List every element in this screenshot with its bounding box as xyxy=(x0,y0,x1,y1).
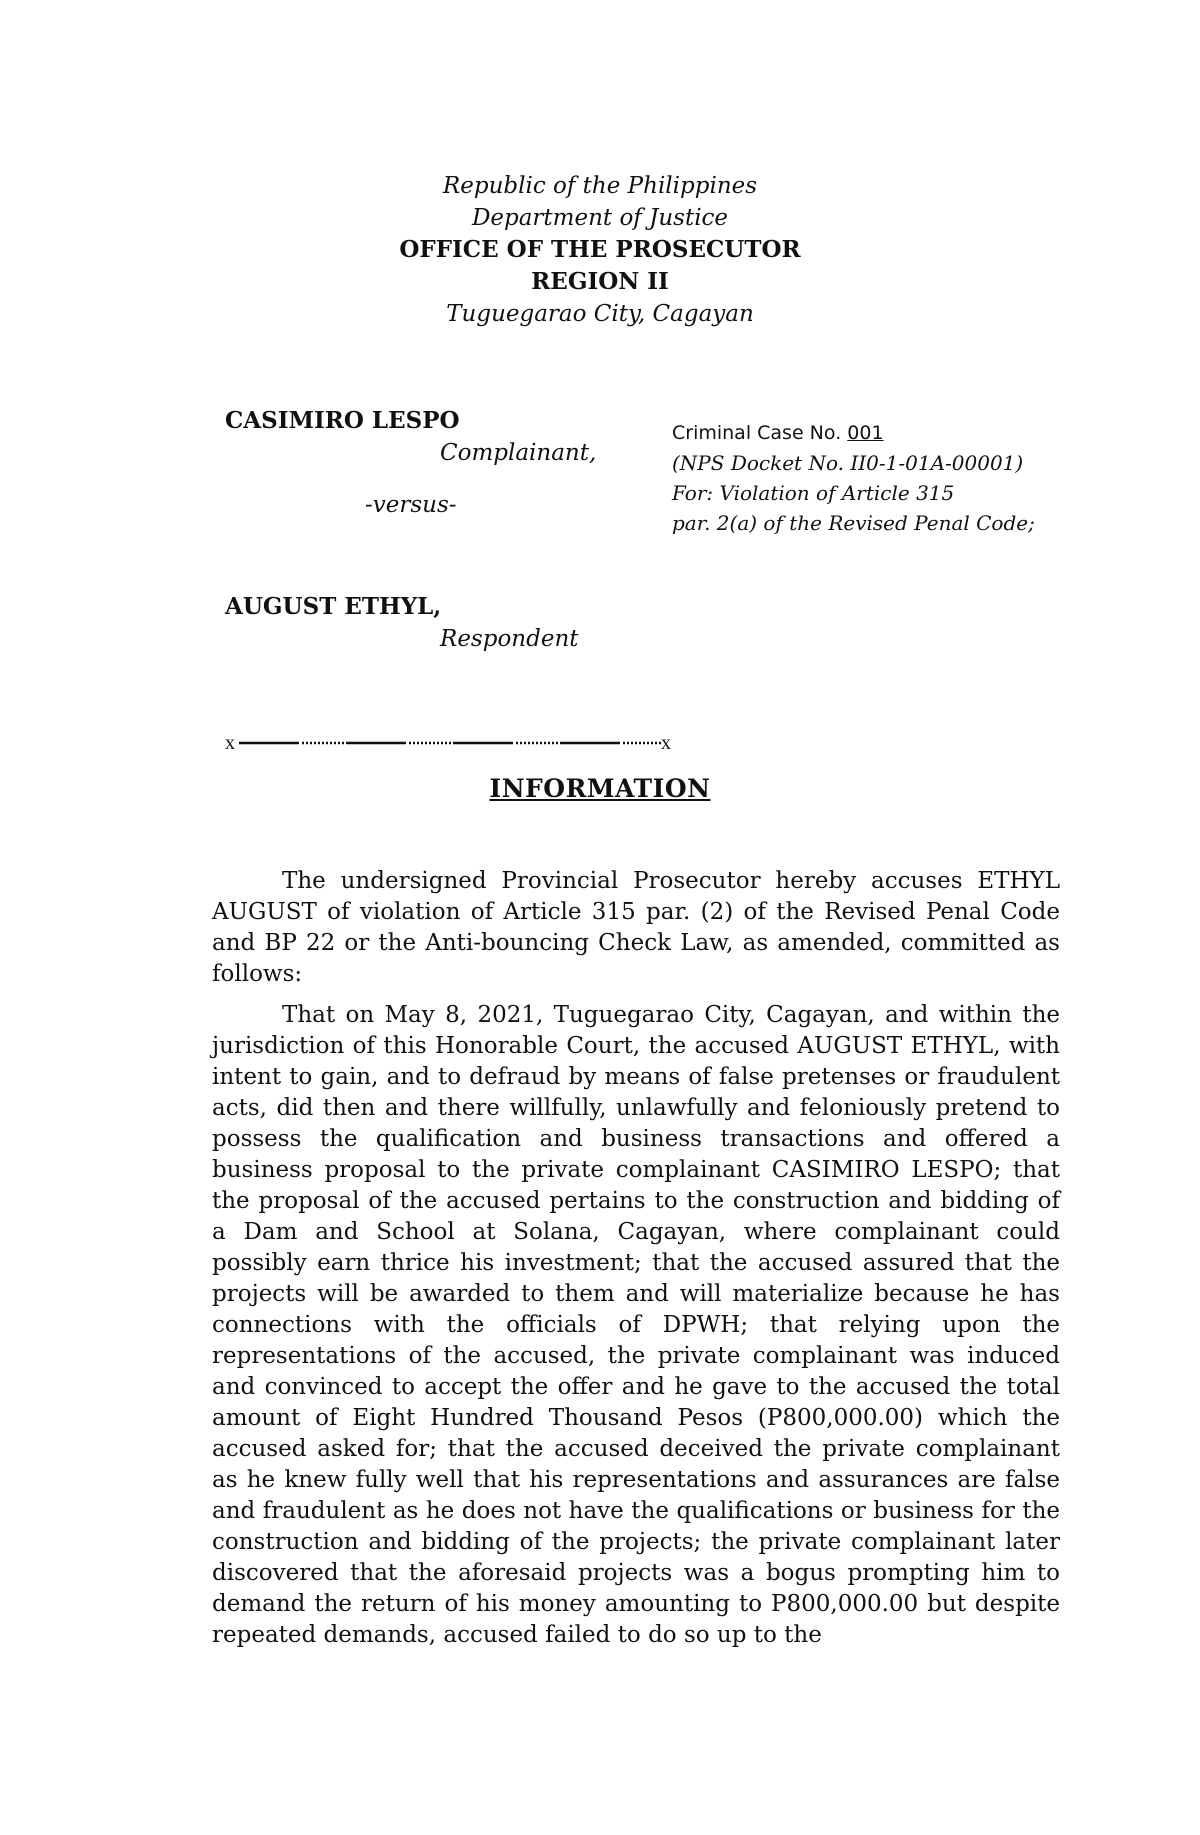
case-caption-parties xyxy=(225,405,645,655)
document-body xyxy=(212,866,1060,1661)
body-paragraph-2: That on May 8, 2021, Tuguegarao City, Cagayan, and within the jurisdiction of this Honorable Court, the accused AUGUST ETHYL, with intent to gain, and to defraud by means of false pretenses or fraudulent acts, did then and there willfully, unlawfully and feloniously pretend to possess the qualification and business transactions and offered a business proposal to the private complainant CASIMIRO LESPO; that the proposal of the accused pertains to the construction and bidding of a Dam and School at Solana, Cagayan, where complainant could possibly earn thrice his investment; that the accused assured that the projects will be awarded to them and will materialize because he has connections with the officials of DPWH; that relying upon the representations of the accused, the private complainant was induced and convinced to accept the offer and he gave to the accused the total amount of Eight Hundred Thousand Pesos (P800,000.00) which the accused asked for; that the accused deceived the private complainant as he knew fully well that his representations and assurances are false and fraudulent as he does not have the qualifications or business for the construction and bidding of the projects; the private complainant later discovered that the aforesaid projects was a bogus prompting him to demand the return of his money amounting to P800,000.00 but despite repeated demands, accused failed to do so up to the xyxy=(212,1002,1060,1648)
header-department: Department of Justice xyxy=(471,205,729,231)
caption-separator xyxy=(225,734,675,754)
versus-label: -versus- xyxy=(365,492,457,518)
header-office: OFFICE OF THE PROSECUTOR xyxy=(399,236,801,263)
case-number-label: Criminal Case No. xyxy=(672,422,842,444)
case-number: 001 xyxy=(847,422,884,444)
header-region: REGION II xyxy=(531,268,669,295)
separator-left-x: x xyxy=(225,734,235,754)
document-title: INFORMATION xyxy=(489,774,711,803)
complainant-role: Complainant, xyxy=(440,440,597,466)
body-paragraph-1: The undersigned Provincial Prosecutor hereby accuses ETHYL AUGUST of violation of Article 315 par. (2) of the Revised Penal Code and BP 22 or the Anti-bouncing Check Law, as amended, committed as follows: xyxy=(212,868,1060,987)
document-header xyxy=(0,170,1200,330)
header-republic: Republic of the Philippines xyxy=(442,173,758,199)
case-caption-details xyxy=(672,418,1092,538)
docket-number: (NPS Docket No. II0-1-01A-00001) xyxy=(672,451,1024,475)
violation-line-1: For: Violation of Article 315 xyxy=(672,481,955,505)
header-city: Tuguegarao City, Cagayan xyxy=(446,301,754,327)
complainant-name: CASIMIRO LESPO xyxy=(225,407,460,434)
respondent-role: Respondent xyxy=(440,626,579,652)
case-number-line xyxy=(672,418,1092,448)
separator-right-x: x xyxy=(661,734,671,754)
respondent-name: AUGUST ETHYL, xyxy=(225,593,442,620)
violation-line-2: par. 2(a) of the Revised Penal Code; xyxy=(672,511,1035,535)
